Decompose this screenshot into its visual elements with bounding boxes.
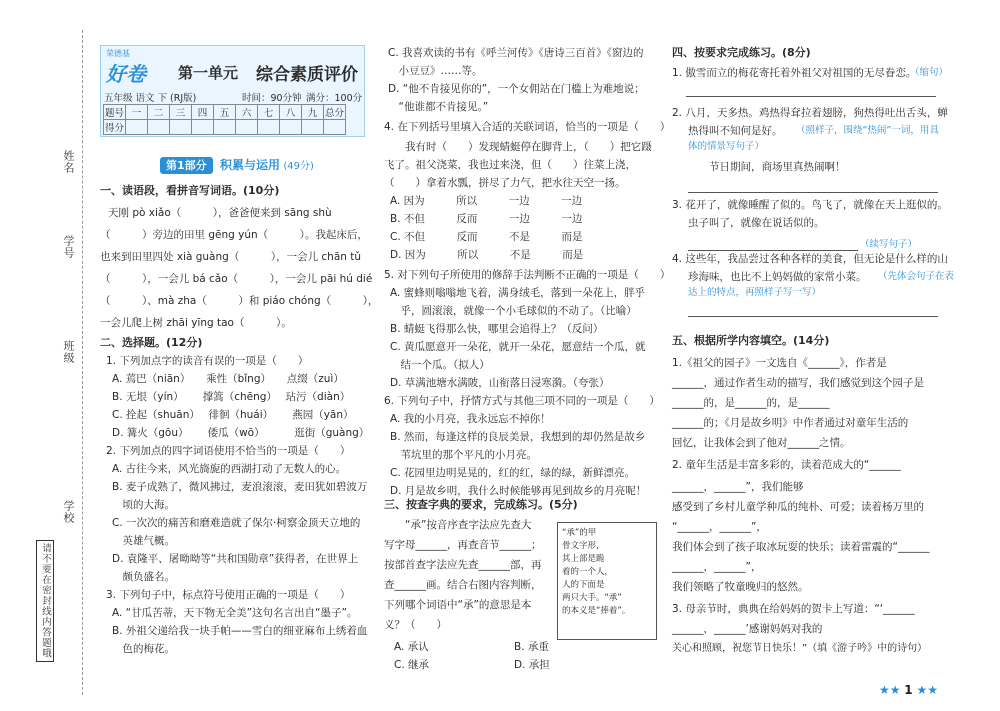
mid-line: “他谁都不肯接见。” [388, 101, 489, 113]
mid-line: D. “他不肯接见你的”，一个女佣站在门槛上为难地说； [388, 83, 645, 95]
q4-line: 热得叫不知何是好。 [688, 125, 783, 137]
mid-line: A. 我的小月亮，我永远忘不掉你！ [390, 413, 551, 425]
q4-hint: （先体会句子在表 [878, 271, 955, 282]
page-number-value: 1 [904, 683, 913, 697]
mid-line: 小豆豆》……等。 [388, 65, 483, 77]
mid-line: 乎，圆滚滚，就像一个小毛球似的不动了。（比喻） [390, 305, 637, 317]
brand-small: 荣德基 [106, 49, 130, 58]
q5-line: ______，______”，我们能够 [672, 481, 804, 493]
q3-line: 写字母______，再查音节______； [384, 539, 542, 551]
q5-line: 我们体会到了孩子取冰玩耍的快乐；读着雷震的“______ [672, 541, 930, 553]
q1-title: 一、读语段，看拼音写词语。(10分) [100, 184, 280, 197]
q2-title: 二、选择题。(12分) [100, 336, 203, 349]
mid-line: A. 因为 所以 一边 一边 [390, 195, 583, 207]
q2-line: 英雄气概。 [112, 535, 175, 547]
q3-line: “承”按音序查字法应先查大 [384, 519, 532, 531]
mid-line: 6. 下列句子中，抒情方式与其他三项不同的一项是（ ） [384, 395, 660, 407]
mid-line: （ ）拿着水瓢，拼尽了力气，把水往天空一扬。 [384, 177, 626, 189]
q2-line: A. 蔫巴（niān） 乘性（bǐng） 点缀（zuì） [112, 373, 344, 385]
q4-line: 2. 八月，天多热。鸡热得耷拉着翅膀，狗热得吐出舌头，蝉 [672, 107, 948, 119]
side-class-label: 班级 [62, 340, 75, 364]
q5-line: 关心和照顾，祝您节日快乐！”（填《游子吟》中的诗句） [672, 643, 928, 654]
mid-line: D. 因为 所以 不是 而是 [390, 249, 584, 261]
q5-title: 五、根据所学内容填空。(14分) [672, 334, 830, 347]
mid-line: B. 然而，每逢这样的良辰美景，我想到的却仍然是故乡 [390, 431, 646, 443]
q4-hint: 体的情景写句子） [688, 141, 765, 152]
q4-line: 3. 花开了，就像睡醒了似的。鸟飞了，就像在天上逛似的。 [672, 199, 948, 211]
glyph-note-line: “承”的甲 [562, 528, 597, 538]
q5-line: 我们领略了牧童晚归的悠然。 [672, 581, 809, 593]
q2-line: 2. 下列加点的四字词语使用不恰当的一项是（ ） [106, 445, 351, 457]
q5-line: ______，______”， [672, 561, 762, 573]
score-table [103, 104, 346, 135]
q4-hint: （续写句子） [860, 239, 918, 250]
q5-line: 3. 母亲节时，典典在给妈妈的贺卡上写道：“‘______ [672, 603, 915, 615]
glyph-note-line: 骨文字形， [562, 541, 605, 551]
glyph-note-line: 人的下面是 [562, 580, 605, 590]
score-cell[interactable] [236, 120, 258, 135]
q2-line: D. 袁隆平、屠呦呦等“共和国勋章”获得者，在世界上 [112, 553, 359, 565]
q4-hint: （照样子，围绕“热闹”一词，用具 [796, 125, 939, 136]
score-col: 七 [258, 105, 280, 120]
part1-points: (49分) [283, 161, 314, 172]
unit-label: 第一单元 [178, 64, 239, 82]
grade-label: 五年级 语文 下 (RJ版) [104, 93, 197, 104]
q5-line: “______，______”， [672, 521, 767, 533]
q2-line: B. 外祖父递给我一块手帕——雪白的细亚麻布上绣着血 [112, 625, 368, 637]
glyph-note-line: 其上部是跪 [562, 554, 605, 564]
mid-line: 5. 对下列句子所使用的修辞手法判断不正确的一项是（ ） [384, 269, 671, 281]
q5-line: ______的；《月是故乡明》中作者通过对童年生活的 [672, 417, 909, 429]
mid-line: C. 不但 反而 不是 而是 [390, 231, 583, 243]
score-col: 总分 [324, 105, 346, 120]
mid-line: C. 我喜欢读的书有《呼兰河传》《唐诗三百首》《窗边的 [388, 47, 644, 59]
q1-line: （ ）、mà zha（ ）和 piáo chóng（ ）， [100, 295, 379, 307]
part1-heading [160, 156, 314, 176]
q4-line: 节日期间，商场里真热闹啊！ [688, 161, 846, 173]
q5-line: ______，______’感谢妈妈对我的 [672, 623, 823, 635]
mid-line: A. 蜜蜂则嗡嗡地飞着，满身绒毛，落到一朵花上，胖乎 [390, 287, 646, 299]
q4-title: 四、按要求完成练习。(8分) [672, 46, 811, 59]
score-head: 题号 [104, 105, 126, 120]
q2-line: 色的梅花。 [112, 643, 175, 655]
score-col: 六 [236, 105, 258, 120]
q1-line: 天刚 pò xiǎo（ ），爸爸便来到 sāng shù [108, 207, 332, 219]
answer-line[interactable] [686, 96, 936, 97]
answer-line[interactable] [688, 316, 938, 317]
q4-hint: 达上的特点，再照样子写一写） [688, 287, 822, 298]
q1-line: 一会儿爬上树 zhāi yīng tao（ ）。 [100, 317, 292, 329]
part1-title: 积累与运用 [220, 158, 281, 172]
score-col: 八 [280, 105, 302, 120]
score-cell[interactable] [280, 120, 302, 135]
q2-line: A. 古往今来，风光旖旎的西湖打动了无数人的心。 [112, 463, 347, 475]
score-cell[interactable] [258, 120, 280, 135]
score-cell[interactable] [148, 120, 170, 135]
score-row-label: 得分 [104, 120, 126, 135]
mid-line: B. 蜻蜓飞得那么快，哪里会追得上？（反问） [390, 323, 604, 335]
q3-line: 下列哪个词语中“承”的意思是本 [384, 599, 532, 611]
glyph-note-line: 两只大手。“承” [562, 593, 622, 603]
answer-line[interactable] [688, 192, 938, 193]
q4-line: 虫子叫了，就像在说话似的。 [688, 217, 825, 229]
q2-line: D. 篝火（gōu） 倭瓜（wō） 逛街（guàng） [112, 427, 370, 439]
mid-line: 我有时（ ）发现蜻蜓停在脚背上，（ ）把它蹑 [384, 141, 652, 153]
q2-line: A. “甘瓜苦蒂，天下物无全美”这句名言出自“墨子”。 [112, 607, 358, 619]
mid-line: C. 花园里边明晃晃的，红的红，绿的绿，新鲜漂亮。 [390, 467, 636, 479]
mid-line: D. 草满池塘水满陂，山衔落日浸寒漪。（夸张） [390, 377, 610, 389]
q5-line: ______的，是______的，是______ [672, 397, 830, 409]
score-col: 二 [148, 105, 170, 120]
q2-line: 3. 下列句子中，标点符号使用正确的一项是（ ） [106, 589, 351, 601]
q3-option[interactable]: A. 承认 [394, 641, 429, 653]
q3-line: 按部首查字法应先查______部，再 [384, 559, 542, 571]
time-label: 时间：90分钟 [242, 93, 302, 104]
oracle-glyph-box [557, 522, 657, 640]
q3-line: 查______画。结合右图内容判断， [384, 579, 542, 591]
score-col: 四 [192, 105, 214, 120]
part1-num: 第1部分 [160, 157, 213, 174]
mid-line: 结一个瓜。（拟人） [390, 359, 490, 371]
side-id-label: 学号 [62, 235, 75, 259]
q5-line: 1.《祖父的园子》一文选自《______》，作者是 [672, 357, 887, 369]
score-col: 一 [126, 105, 148, 120]
mid-line: 苇坑里的那个平凡的小月亮。 [390, 449, 537, 461]
q5-line: 感受到了乡村儿童学种瓜的纯朴、可爱；读着杨万里的 [672, 501, 924, 513]
page-title: 综合素质评价 [256, 65, 358, 85]
q3-line: 义？（ ） [384, 619, 447, 631]
q5-line: 2. 童年生活是丰富多彩的，读着范成大的“______ [672, 459, 901, 471]
score-cell[interactable] [302, 120, 324, 135]
q3-option[interactable]: D. 承担 [514, 659, 550, 671]
q4-line: 1. 傲雪而立的梅花寄托着外祖父对祖国的无尽眷恋。 [672, 67, 917, 79]
mid-line: C. 黄瓜愿意开一朵花，就开一朵花，愿意结一个瓜，就 [390, 341, 646, 353]
q5-line: ______，通过作者生动的描写，我们感觉到这个园子是 [672, 377, 924, 389]
side-school-label: 学校 [62, 500, 75, 524]
mid-line: B. 不但 反而 一边 一边 [390, 213, 583, 225]
side-note: 请不要在密封线内答题哦 [36, 540, 54, 662]
q2-line: B. 麦子成熟了，微风拂过，麦浪滚滚，麦田犹如碧波万 [112, 481, 368, 493]
q1-line: （ ）旁边的田里 gēng yún（ ）。我起床后， [100, 229, 368, 241]
q4-hint: （缩句） [910, 67, 949, 78]
side-name-label: 姓名 [62, 150, 75, 174]
q5-line: 回忆，让我体会到了他对______之情。 [672, 437, 851, 449]
mid-line: 飞了。祖父浇菜，我也过来浇，但（ ）往菜上浇， [384, 159, 636, 171]
score-cell[interactable] [324, 120, 346, 135]
full-score-label: 满分：100分 [306, 93, 363, 104]
q1-line: （ ），一会儿 bá cǎo（ ），一会儿 pāi hú dié [100, 273, 373, 285]
q2-line: C. 拴起（shuān） 徘徊（huái） 燕园（yān） [112, 409, 354, 421]
q2-line: 顷的大海。 [112, 499, 175, 511]
mid-line: 4. 在下列括号里填入合适的关联词语，恰当的一项是（ ） [384, 121, 671, 133]
q1-line: 也来到田里四处 xià guàng（ ），一会儿 chān tǔ [100, 251, 362, 263]
q2-line: 1. 下列加点字的读音有误的一项是（ ） [106, 355, 309, 367]
q2-line: C. 一次次的痛苦和磨难造就了保尔·柯察金顶天立地的 [112, 517, 361, 529]
q3-option[interactable]: C. 继承 [394, 659, 430, 671]
seal-line [82, 30, 83, 695]
glyph-note-line: 的本义是“捧着”。 [562, 606, 631, 616]
score-cell[interactable] [192, 120, 214, 135]
q4-line: 4. 这些年，我品尝过各种各样的美食，但无论是什么样的山 [672, 253, 948, 265]
score-col: 五 [214, 105, 236, 120]
score-cell[interactable] [214, 120, 236, 135]
q3-title: 三、按查字典的要求，完成练习。(5分) [384, 498, 578, 511]
q3-option[interactable]: B. 承重 [514, 641, 549, 653]
q4-line: 珍海味，也比不上妈妈做的家常小菜。 [688, 271, 867, 283]
glyph-note-line: 着的一个人， [562, 567, 614, 577]
score-col: 九 [302, 105, 324, 120]
brand-logo: 好卷 [106, 62, 146, 86]
score-cell[interactable] [126, 120, 148, 135]
q2-line: 颇负盛名。 [112, 571, 175, 583]
answer-line[interactable] [688, 250, 858, 251]
mid-line: D. 月是故乡明，我什么时候能够再见到故乡的月亮呢！ [390, 485, 647, 497]
score-col: 三 [170, 105, 192, 120]
score-cell[interactable] [170, 120, 192, 135]
q2-line: B. 无垠（yín） 撑篙（chēng） 玷污（diàn） [112, 391, 351, 403]
page-number: ★★ 1 ★★ [878, 683, 938, 697]
